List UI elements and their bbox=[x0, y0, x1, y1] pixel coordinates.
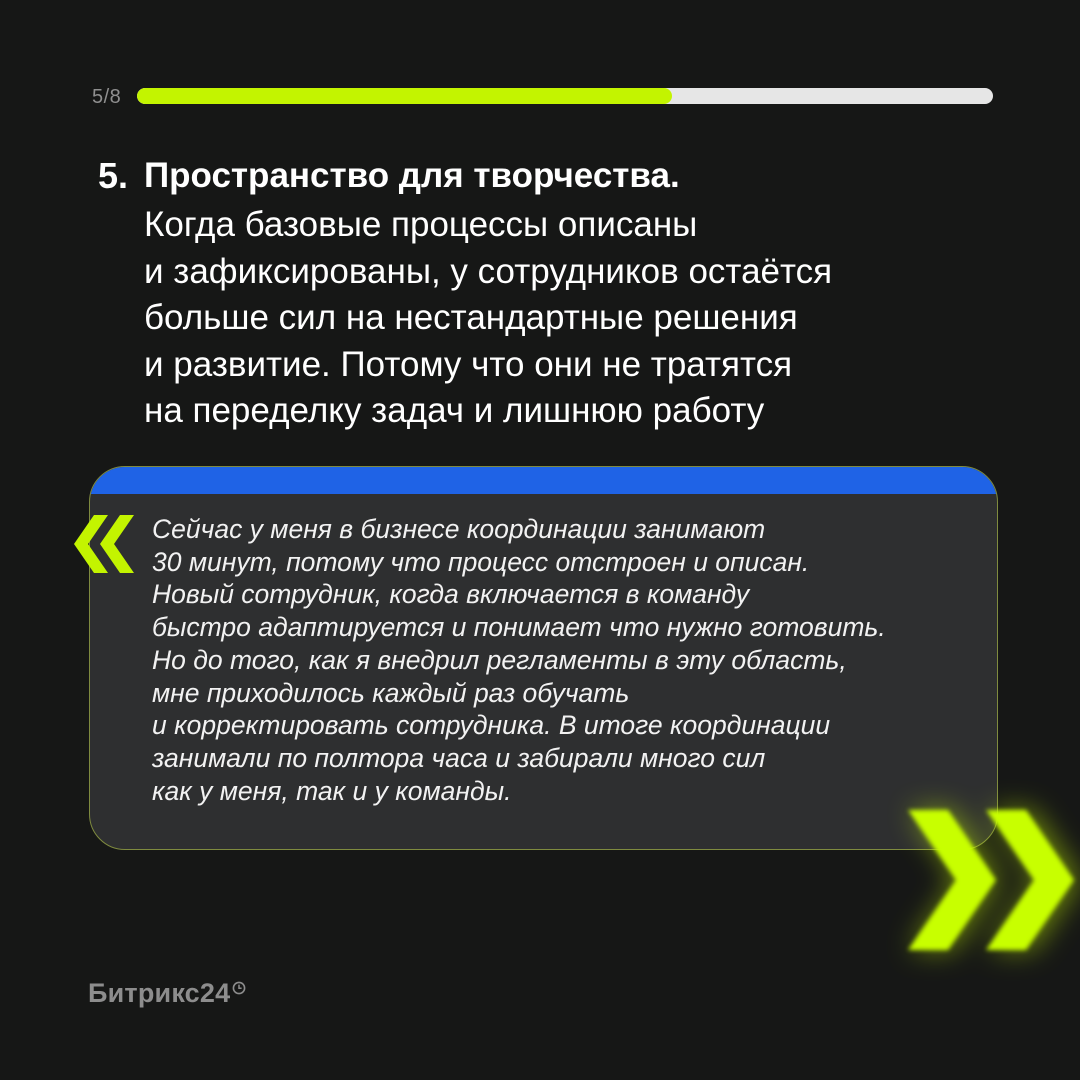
progress-bar bbox=[137, 88, 993, 104]
section-text bbox=[144, 150, 994, 435]
progress-counter: 5/8 bbox=[92, 86, 122, 108]
quote-text bbox=[152, 513, 886, 807]
brand-logo bbox=[88, 978, 246, 1009]
section-line: Когда базовые процессы описаны bbox=[144, 205, 698, 244]
quote-line: как у меня, так и у команды. bbox=[152, 775, 512, 806]
section-title: Пространство для творчества. bbox=[144, 156, 680, 195]
quote-line: занимали по полтора часа и забирали много сил bbox=[152, 742, 766, 773]
section-line: на переделку задач и лишнюю работу bbox=[144, 391, 765, 430]
quote-card-header-bar bbox=[90, 467, 997, 494]
quote-line: Новый сотрудник, когда включается в команду bbox=[152, 579, 750, 610]
clock-icon bbox=[232, 981, 246, 995]
quote-line: Сейчас у меня в бизнесе координации занимают bbox=[152, 514, 766, 544]
section-line: больше сил на нестандартные решения bbox=[144, 298, 798, 337]
double-chevron-right-icon bbox=[900, 800, 1080, 960]
quote-line: мне приходилось каждый раз обучать bbox=[152, 677, 630, 708]
logo-text: Битрикс24 bbox=[88, 978, 231, 1008]
quote-line: и корректировать сотрудника. В итоге координации bbox=[152, 710, 831, 741]
section-line: и развитие. Потому что они не тратятся bbox=[144, 344, 793, 384]
quote-line: 30 минут, потому что процесс отстроен и описан. bbox=[152, 546, 810, 577]
quote-open-icon bbox=[72, 515, 136, 573]
quote-line: Но до того, как я внедрил регламенты в эту область, bbox=[152, 644, 847, 675]
progress-bar-fill bbox=[137, 88, 672, 104]
section-number: 5. bbox=[98, 155, 129, 196]
section-line: и зафиксированы, у сотрудников остаётся bbox=[144, 251, 833, 291]
quote-line: быстро адаптируется и понимает что нужно готовить. bbox=[152, 612, 886, 643]
quote-card bbox=[89, 466, 998, 850]
